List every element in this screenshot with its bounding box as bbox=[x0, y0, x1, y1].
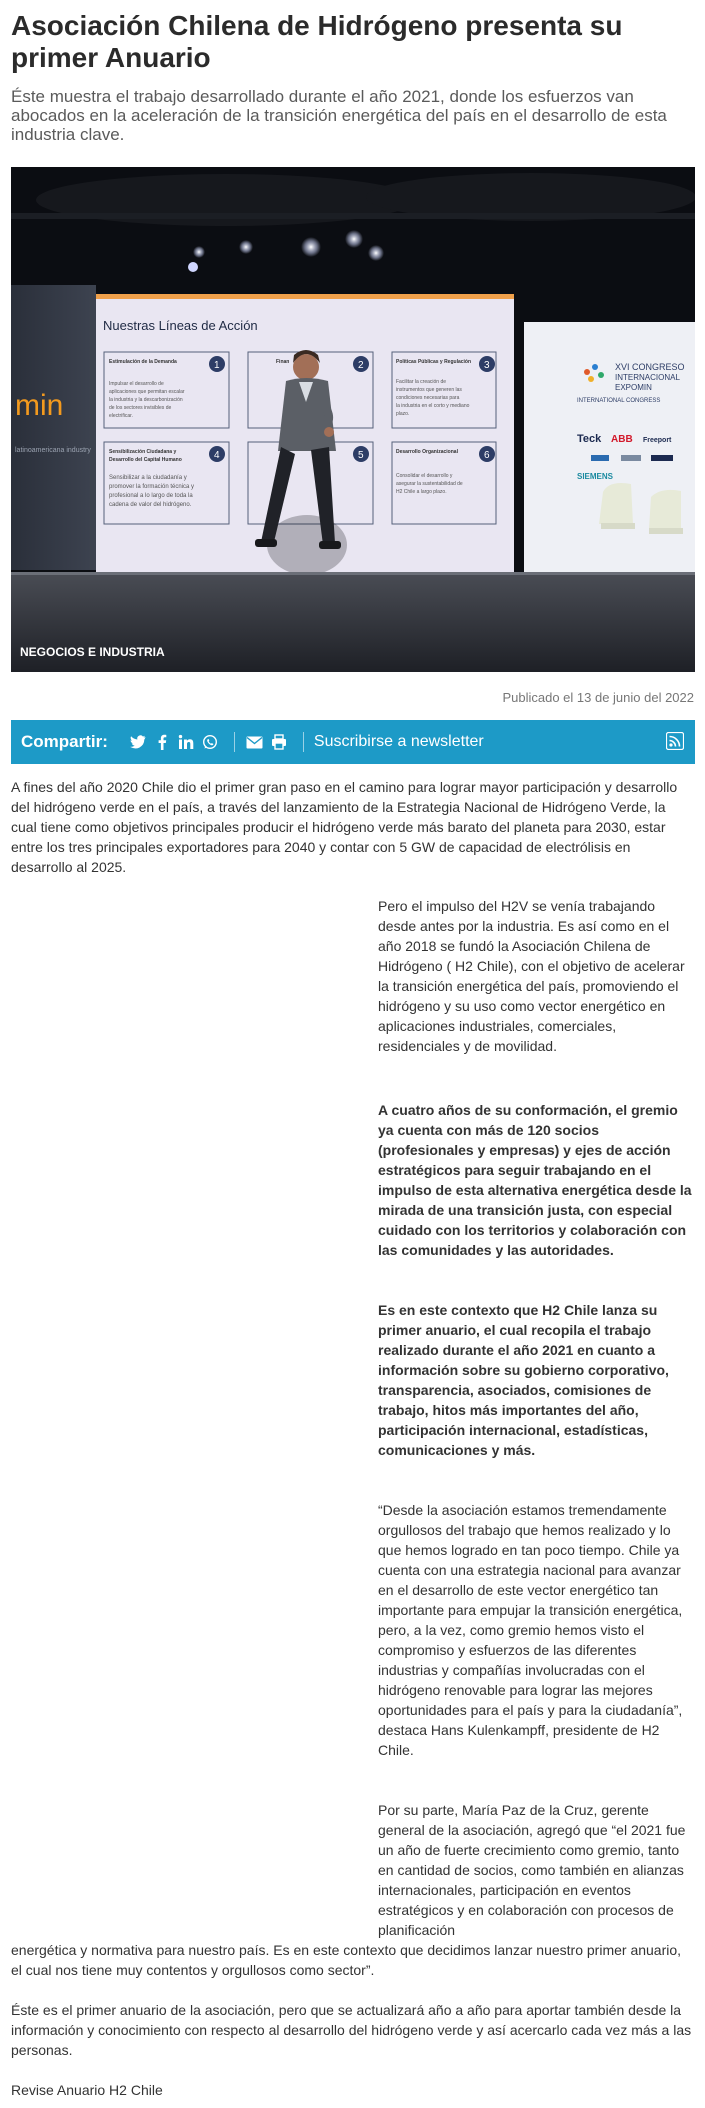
svg-text:Políticas Públicas y Regulació: Políticas Públicas y Regulación bbox=[396, 359, 472, 365]
svg-text:electrificar.: electrificar. bbox=[109, 413, 133, 419]
svg-text:Sensibilizar a la ciudadanía y: Sensibilizar a la ciudadanía y bbox=[109, 475, 187, 481]
svg-text:XVI CONGRESO: XVI CONGRESO bbox=[615, 362, 685, 372]
svg-text:Sensibilización Ciudadana y: Sensibilización Ciudadana y bbox=[109, 449, 177, 455]
article-subtitle: Éste muestra el trabajo desarrollado durante el año 2021, donde los esfuerzos van abocados en la aceleración de la transición energética del país en el desarrollo de esta industria clave. bbox=[11, 87, 667, 144]
left-logo-text: min bbox=[15, 389, 64, 422]
facebook-icon[interactable] bbox=[152, 732, 172, 752]
body-paragraph-6-full: energética y normativa para nuestro país. Es en este contexto que decidimos lanzar nuestro primer anuario, el cual nos tiene muy contentos y orgullosos como sector”. bbox=[11, 1942, 682, 1978]
svg-text:Desarrollo del Capital Humano: Desarrollo del Capital Humano bbox=[109, 457, 182, 463]
anuario-link[interactable]: Revise Anuario H2 Chile bbox=[11, 2082, 163, 2098]
svg-text:Consolidar el desarrollo y: Consolidar el desarrollo y bbox=[396, 473, 453, 479]
svg-text:aplicaciones que permitan esca: aplicaciones que permitan escalar bbox=[109, 389, 185, 395]
svg-text:promover la formación técnica: promover la formación técnica y bbox=[109, 484, 195, 490]
stage-photo bbox=[11, 167, 695, 672]
body-paragraph-6-right: Por su parte, María Paz de la Cruz, gerente general de la asociación, agregó que “el 2021 fue un año de fuerte crecimiento como gremio, tanto en cantidad de socios, como también en alianzas internacionales, participación en eventos estratégicos y en colaboración con procesos de planificación bbox=[378, 1802, 686, 1938]
svg-text:3: 3 bbox=[484, 360, 490, 371]
whatsapp-icon[interactable] bbox=[200, 732, 220, 752]
share-label: Compartir: bbox=[21, 732, 108, 751]
article-title: Asociación Chilena de Hidrógeno presenta su primer Anuario bbox=[11, 10, 623, 73]
svg-text:de los sectores invisibles de: de los sectores invisibles de bbox=[109, 405, 172, 411]
svg-text:la industria en el corto y med: la industria en el corto y mediano bbox=[396, 403, 470, 409]
category-label: NEGOCIOS E INDUSTRIA bbox=[20, 645, 165, 659]
publish-date: Publicado el 13 de junio del 2022 bbox=[502, 690, 694, 705]
email-icon[interactable] bbox=[245, 732, 265, 752]
sponsor-teck: Teck bbox=[577, 433, 602, 445]
sponsor-freeport: Freeport bbox=[643, 437, 672, 444]
body-paragraph-3: A cuatro años de su conformación, el gremio ya cuenta con más de 120 socios (profesionales y empresas) y ejes de acción estratégicos para seguir trabajando en el impulso de esta alternativa energética desde la mirada de una transición justa, con especial cuidado con los territorios y colaboración con las comunidades y las autoridades. bbox=[378, 1102, 692, 1258]
svg-text:Desarrollo Organizacional: Desarrollo Organizacional bbox=[396, 449, 458, 455]
svg-text:4: 4 bbox=[214, 450, 220, 461]
sponsor-abb: ABB bbox=[611, 434, 633, 445]
svg-text:instrumentos que generen las: instrumentos que generen las bbox=[396, 387, 462, 393]
svg-text:2: 2 bbox=[358, 360, 364, 371]
svg-text:la industria y la descarboniza: la industria y la descarbonización bbox=[109, 397, 183, 403]
body-paragraph-2: Pero el impulso del H2V se venía trabajando desde antes por la industria. Es así como en el año 2018 se fundó la Asociación Chilena de Hidrógeno ( H2 Chile), con el objetivo de acelerar la transición energética del país, promoviendo el hidrógeno y su uso como vector energético en aplicaciones industriales, comerciales, residenciales y de movilidad. bbox=[378, 898, 685, 1054]
linkedin-icon[interactable] bbox=[176, 732, 196, 752]
svg-text:EXPOMIN: EXPOMIN bbox=[615, 383, 652, 392]
svg-text:1: 1 bbox=[214, 360, 220, 371]
share-divider bbox=[234, 732, 235, 752]
left-logo-sub: latinoamericana industry bbox=[15, 447, 91, 454]
body-paragraph-7: Éste es el primer anuario de la asociación, pero que se actualizará año a año para aportar también desde la información y conocimiento con respecto al desarrollo del hidrógeno verde y así acercarlo cada vez más a las personas. bbox=[11, 2002, 692, 2058]
share-bar bbox=[11, 720, 695, 764]
svg-text:INTERNATIONAL CONGRESS: INTERNATIONAL CONGRESS bbox=[577, 398, 661, 404]
svg-text:Estimulación de la Demanda: Estimulación de la Demanda bbox=[109, 359, 177, 365]
svg-text:H2 Chile a largo plazo.: H2 Chile a largo plazo. bbox=[396, 489, 447, 495]
newsletter-link[interactable]: Suscribirse a newsletter bbox=[313, 733, 484, 750]
svg-text:Facilitar la creación de: Facilitar la creación de bbox=[396, 379, 447, 385]
svg-text:INTERNACIONAL: INTERNACIONAL bbox=[615, 373, 680, 382]
svg-text:asegurar la sustentabilidad de: asegurar la sustentabilidad de bbox=[396, 481, 463, 487]
rss-icon[interactable] bbox=[666, 732, 684, 755]
svg-text:5: 5 bbox=[358, 450, 364, 461]
svg-text:Finan: Finan bbox=[276, 359, 290, 365]
slide-title: Nuestras Líneas de Acción bbox=[103, 318, 258, 333]
svg-text:cadena de valor del hidrógeno.: cadena de valor del hidrógeno. bbox=[109, 502, 192, 508]
body-paragraph-4: Es en este contexto que H2 Chile lanza su primer anuario, el cual recopila el trabajo realizado durante el año 2021 en cuanto a información sobre su gobierno corporativo, transparencia, asociados, comisiones de trabajo, hitos más importantes del año, participación internacional, estadísticas, comunicaciones y más. bbox=[378, 1302, 669, 1458]
body-paragraph-1: A fines del año 2020 Chile dio el primer gran paso en el camino para lograr mayor participación y desarrollo del hidrógeno verde en el país, a través del lanzamiento de la Estrategia Nacional de Hidrógeno Verde, la cual tiene como objetivos principales producir el hidrógeno verde más barato del planeta para 2030, estar entre los tres principales exportadores para 2040 y contar con 5 GW de capacidad de electrólisis en desarrollo al 2025. bbox=[11, 779, 678, 875]
svg-text:Impulsar el desarrollo de: Impulsar el desarrollo de bbox=[109, 381, 164, 387]
svg-text:profesional a lo largo de toda: profesional a lo largo de toda la bbox=[109, 493, 193, 499]
twitter-icon[interactable] bbox=[128, 732, 148, 752]
svg-text:6: 6 bbox=[484, 450, 490, 461]
svg-text:condiciones necesarias para: condiciones necesarias para bbox=[396, 395, 460, 401]
svg-text:plazo.: plazo. bbox=[396, 411, 410, 417]
share-divider-2 bbox=[303, 732, 304, 752]
print-icon[interactable] bbox=[269, 732, 289, 752]
hero-image bbox=[11, 167, 695, 672]
body-paragraph-5: “Desde la asociación estamos tremendamente orgullosos del trabajo que hemos realizado y lo que hemos logrado en tan poco tiempo. Chile ya cuenta con una estrategia nacional para avanzar en el desarrollo de este vector energético tan importante para empujar la transición energética, pero, a la vez, como gremio hemos visto el compromiso y esfuerzos de las diferentes industrias y compañías involucradas con el hidrógeno renovable para lograr las mejores oportunidades para el país y para la ciudadanía”, destaca Hans Kulenkampff, presidente de H2 Chile. bbox=[378, 1502, 683, 1758]
sponsor-siemens: SIEMENS bbox=[577, 472, 614, 481]
